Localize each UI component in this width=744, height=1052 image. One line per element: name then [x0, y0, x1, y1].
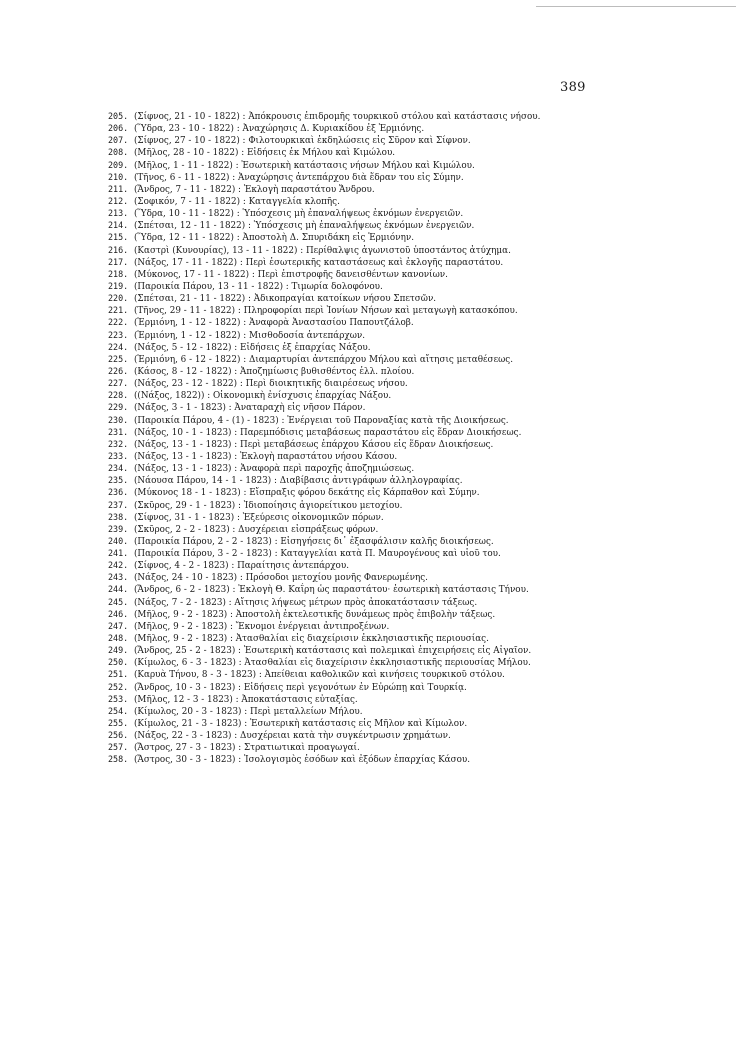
entry-number: 231.	[108, 426, 129, 437]
entry-text: (Μύκονος 18 - 1 - 1823) : Εἴσπραξις φόρου δεκάτης εἰς Κάρπαθον καὶ Σύμην.	[134, 488, 480, 499]
list-item	[108, 523, 598, 535]
entry-text: (Ἄστρος, 30 - 3 - 1823) : Ἰσολογισμὸς ἐσόδων καὶ ἐξόδων ἐπαρχίας Κάσου.	[134, 755, 471, 766]
list-item	[108, 681, 598, 693]
entry-text: (Κίμωλος, 21 - 3 - 1823) : Ἐσωτερικὴ κατάστασις εἰς Μῆλον καὶ Κίμωλον.	[134, 719, 468, 730]
entry-text: (Ἄνδρος, 10 - 3 - 1823) : Εἰδήσεις περὶ γεγονότων ἐν Εὐρώπῃ καὶ Τουρκίᾳ.	[134, 682, 467, 693]
entry-number: 233.	[108, 450, 129, 461]
list-item	[108, 146, 598, 158]
entry-number: 257.	[108, 742, 129, 753]
document-entry-list	[108, 110, 598, 766]
list-item	[108, 547, 598, 559]
entry-text: ((Νάξος, 1822)) : Οἰκονομικὴ ἐνίσχυσις ἐπαρχίας Νάξου.	[134, 391, 392, 402]
entry-number: 241.	[108, 548, 129, 559]
entry-number: 222.	[108, 317, 129, 328]
entry-text: (Νάξος, 17 - 11 - 1822) : Περὶ ἐσωτερικῆς καταστάσεως καὶ ἐκλογῆς παραστάτου.	[134, 257, 504, 268]
list-item	[108, 110, 598, 122]
top-rule	[536, 6, 736, 7]
entry-text: (Νάξος, 3 - 1 - 1823) : Ἀναταραχὴ εἰς νῆσον Πάρον.	[134, 403, 366, 414]
entry-number: 234.	[108, 463, 129, 474]
entry-number: 245.	[108, 596, 129, 607]
list-item	[108, 377, 598, 389]
entry-text: (Σίφνος, 31 - 1 - 1823) : Ἐξεύρεσις οἰκονομικῶν πόρων.	[134, 512, 384, 523]
entry-number: 256.	[108, 730, 129, 741]
entry-text: (Κάσος, 8 - 12 - 1822) : Ἀποζημίωσις βυθισθέντος ἑλλ. πλοίου.	[134, 366, 415, 377]
list-item	[108, 644, 598, 656]
list-item	[108, 438, 598, 450]
entry-number: 205.	[108, 111, 129, 121]
entry-number: 246.	[108, 608, 129, 619]
entry-number: 211.	[108, 183, 129, 194]
entry-number: 255.	[108, 718, 129, 729]
entry-number: 208.	[108, 147, 129, 158]
list-item	[108, 256, 598, 268]
entry-number: 216.	[108, 244, 129, 255]
entry-text: (Σίφνος, 21 - 10 - 1822) : Ἀπόκρουσις ἐπιδρομῆς τουρκικοῦ στόλου καὶ κατάστασις νήσου.	[134, 112, 541, 122]
entry-number: 224.	[108, 341, 129, 352]
list-item	[108, 450, 598, 462]
entry-number: 248.	[108, 633, 129, 644]
list-item	[108, 159, 598, 171]
list-item	[108, 462, 598, 474]
list-item	[108, 608, 598, 620]
entry-number: 207.	[108, 135, 129, 146]
entry-number: 238.	[108, 511, 129, 522]
entry-text: (Νάξος, 7 - 2 - 1823) : Αἴτησις λήψεως μέτρων πρὸς ἀποκατάστασιν τάξεως.	[134, 597, 478, 608]
list-item	[108, 292, 598, 304]
list-item	[108, 401, 598, 413]
entry-text: (Νάξος, 24 - 10 - 1823) : Πρόσοδοι μετοχίου μονῆς Φανερωμένης.	[134, 573, 428, 584]
entry-number: 209.	[108, 159, 129, 170]
list-item	[108, 353, 598, 365]
list-item	[108, 122, 598, 134]
entry-number: 243.	[108, 572, 129, 583]
entry-text: (Σίφνος, 4 - 2 - 1823) : Παραίτησις ἀντεπάρχου.	[134, 561, 349, 572]
list-item	[108, 571, 598, 583]
entry-text: (Τῆνος, 6 - 11 - 1822) : Ἀναχώρησις ἀντεπάρχου διὰ ἕδραν του εἰς Σύμην.	[134, 172, 464, 183]
list-item	[108, 316, 598, 328]
entry-number: 236.	[108, 487, 129, 498]
list-item	[108, 474, 598, 486]
list-item	[108, 729, 598, 741]
entry-text: (Παροικία Πάρου, 4 - (1) - 1823) : Ἐνέργειαι τοῦ Παροναξίας κατὰ τῆς Διοικήσεως.	[134, 415, 509, 426]
list-item	[108, 620, 598, 632]
list-item	[108, 207, 598, 219]
entry-text: (Σπέτσαι, 12 - 11 - 1822) : Ὑπόσχεσις μὴ ἐπαναλήψεως ἐκνόμων ἐνεργειῶν.	[134, 221, 475, 232]
entry-text: (Μύκονος, 17 - 11 - 1822) : Περὶ ἐπιστροφῆς δανεισθέντων κανονίων.	[134, 269, 448, 280]
entry-text: (Τῆνος, 29 - 11 - 1822) : Πληροφορίαι περὶ Ἰονίων Νήσων καὶ μεταγωγὴ κατασκόπου.	[134, 306, 518, 317]
entry-number: 249.	[108, 645, 129, 656]
entry-text: (Νάξος, 22 - 3 - 1823) : Δυσχέρειαι κατὰ τὴν συγκέντρωσιν χρημάτων.	[134, 731, 451, 742]
list-item	[108, 341, 598, 353]
entry-text: (Ἄνδρος, 25 - 2 - 1823) : Ἐσωτερικὴ κατάστασις καὶ πολεμικαὶ ἐπιχειρήσεις εἰς Αἰγαῖον.	[134, 646, 532, 657]
list-item	[108, 583, 598, 595]
list-item	[108, 668, 598, 680]
entry-number: 214.	[108, 220, 129, 231]
list-item	[108, 693, 598, 705]
list-item	[108, 486, 598, 498]
entry-number: 225.	[108, 353, 129, 364]
entry-text: (Μῆλος, 9 - 2 - 1823) : Ἀποστολὴ ἐκτελεστικῆς δυνάμεως πρὸς ἐπιβολὴν τάξεως.	[134, 609, 496, 620]
entry-number: 235.	[108, 475, 129, 486]
list-item	[108, 753, 598, 765]
entry-text: (Νάξος, 23 - 12 - 1822) : Περὶ διοικητικῆς διαιρέσεως νήσου.	[134, 379, 408, 390]
entry-number: 229.	[108, 402, 129, 413]
entry-number: 217.	[108, 256, 129, 267]
entry-number: 215.	[108, 232, 129, 243]
entry-number: 227.	[108, 378, 129, 389]
entry-number: 213.	[108, 208, 129, 219]
entry-text: (Ὕδρα, 10 - 11 - 1822) : Ὑπόσχεσις μὴ ἐπαναλήψεως ἐκνόμων ἐνεργειῶν.	[134, 209, 464, 220]
entry-text: (Καστρὶ (Κυνουρίας), 13 - 11 - 1822) : Περίθαλψις ἀγωνιστοῦ ὑποστάντος ἀτύχημα.	[134, 245, 511, 256]
entry-text: (Νάξος, 5 - 12 - 1822) : Εἰδήσεις ἐξ ἐπαρχίας Νάξου.	[134, 342, 371, 353]
entry-number: 240.	[108, 535, 129, 546]
list-item	[108, 511, 598, 523]
list-item	[108, 414, 598, 426]
list-item	[108, 705, 598, 717]
list-item	[108, 134, 598, 146]
entry-text: (Μῆλος, 12 - 3 - 1823) : Ἀποκατάστασις εὐταξίας.	[134, 694, 358, 705]
entry-number: 244.	[108, 584, 129, 595]
list-item	[108, 195, 598, 207]
entry-text: (Κίμωλος, 6 - 3 - 1823) : Ἀτασθαλίαι εἰς διαχείρισιν ἐκκλησιαστικῆς περιουσίας Μήλου.	[134, 658, 531, 669]
entry-number: 228.	[108, 390, 129, 401]
entry-number: 221.	[108, 305, 129, 316]
entry-number: 223.	[108, 329, 129, 340]
list-item	[108, 717, 598, 729]
page-number: 389	[560, 80, 586, 95]
list-item	[108, 171, 598, 183]
entry-number: 210.	[108, 171, 129, 182]
entry-text: (Μῆλος, 28 - 10 - 1822) : Εἰδήσεις ἐκ Μήλου καὶ Κιμώλου.	[134, 148, 396, 159]
list-item	[108, 596, 598, 608]
entry-number: 206.	[108, 123, 129, 134]
list-item	[108, 656, 598, 668]
entry-number: 226.	[108, 365, 129, 376]
entry-text: (Νάξος, 13 - 1 - 1823) : Περὶ μεταβάσεως ἐπάρχου Κάσου εἰς ἕδραν Διοικήσεως.	[134, 439, 494, 450]
entry-text: (Παροικία Πάρου, 3 - 2 - 1823) : Καταγγελίαι κατὰ Π. Μαυρογένους καὶ υἱοῦ του.	[134, 549, 501, 560]
entry-text: (Ἄνδρος, 6 - 2 - 1823) : Ἐκλογὴ Θ. Καΐρη ὡς παραστάτου· ἐσωτερικὴ κατάστασις Τήνου.	[134, 585, 529, 596]
entry-text: (Νάξος, 10 - 1 - 1823) : Παρεμπόδισις μεταβάσεως παραστάτου εἰς ἕδραν Διοικήσεως.	[134, 427, 522, 438]
list-item	[108, 499, 598, 511]
entry-text: (Ἄνδρος, 7 - 11 - 1822) : Ἐκλογὴ παραστάτου Ἄνδρου.	[134, 184, 375, 195]
entry-text: (Μῆλος, 1 - 11 - 1822) : Ἐσωτερικὴ κατάστασις νήσων Μήλου καὶ Κιμώλου.	[134, 160, 475, 171]
entry-text: (Σκῦρος, 2 - 2 - 1823) : Δυσχέρειαι εἰσπράξεως φόρων.	[134, 524, 379, 535]
entry-number: 218.	[108, 268, 129, 279]
list-item	[108, 244, 598, 256]
entry-number: 242.	[108, 560, 129, 571]
entry-number: 254.	[108, 705, 129, 716]
entry-text: (Σίφνος, 27 - 10 - 1822) : Φιλοτουρκικαὶ ἐκδηλώσεις εἰς Σῦρον καὶ Σίφνον.	[134, 136, 471, 147]
list-item	[108, 231, 598, 243]
entry-text: (Σπέτσαι, 21 - 11 - 1822) : Ἀδικοπραγίαι κατοίκων νήσου Σπετσῶν.	[134, 294, 437, 305]
entry-text: (Νάξος, 13 - 1 - 1823) : Ἀναφορὰ περὶ παροχῆς ἀποζημιώσεως.	[134, 464, 415, 475]
entry-text: (Μῆλος, 9 - 2 - 1823) : Ἔκνομοι ἐνέργειαι ἀντιπροξένων.	[134, 621, 390, 632]
entry-number: 250.	[108, 657, 129, 668]
entry-text: (Νάξος, 13 - 1 - 1823) : Ἐκλογὴ παραστάτου νήσου Κάσου.	[134, 451, 398, 462]
entry-number: 253.	[108, 693, 129, 704]
list-item	[108, 183, 598, 195]
entry-number: 247.	[108, 620, 129, 631]
list-item	[108, 329, 598, 341]
entry-number: 230.	[108, 414, 129, 425]
list-item	[108, 268, 598, 280]
entry-text: (Ἑρμιόνη, 1 - 12 - 1822) : Μισθοδοσία ἀντεπάρχων.	[134, 330, 366, 341]
entry-text: (Ὕδρα, 23 - 10 - 1822) : Ἀναχώρησις Δ. Κυριακίδου ἐξ Ἑρμιόνης.	[134, 124, 425, 135]
entry-text: (Μῆλος, 9 - 2 - 1823) : Ἀτασθαλίαι εἰς διαχείρισιν ἐκκλησιαστικῆς περιουσίας.	[134, 634, 489, 645]
list-item	[108, 389, 598, 401]
entry-text: (Σοφικόν, 7 - 11 - 1822) : Καταγγελία κλοπῆς.	[134, 196, 340, 207]
entry-number: 252.	[108, 681, 129, 692]
entry-text: (Παροικία Πάρου, 2 - 2 - 1823) : Εἰσηγήσεις δι᾽ ἐξασφάλισιν καλῆς διοικήσεως.	[134, 536, 494, 547]
entry-text: (Κίμωλος, 20 - 3 - 1823) : Περὶ μεταλλείων Μήλου.	[134, 706, 363, 717]
list-item	[108, 219, 598, 231]
list-item	[108, 304, 598, 316]
entry-number: 232.	[108, 438, 129, 449]
list-item	[108, 559, 598, 571]
entry-number: 220.	[108, 293, 129, 304]
list-item	[108, 280, 598, 292]
entry-number: 219.	[108, 280, 129, 291]
entry-text: (Ἑρμιόνη, 6 - 12 - 1822) : Διαμαρτυρίαι ἀντεπάρχου Μήλου καὶ αἴτησις μεταθέσεως.	[134, 354, 514, 365]
entry-text: (Νάουσα Πάρου, 14 - 1 - 1823) : Διαβίβασις ἀντιγράφων ἀλληλογραφίας.	[134, 476, 463, 487]
list-item	[108, 535, 598, 547]
entry-text: (Παροικία Πάρου, 13 - 11 - 1822) : Τιμωρία δολοφόνου.	[134, 281, 383, 292]
entry-number: 251.	[108, 669, 129, 680]
entry-text: (Σκῦρος, 29 - 1 - 1823) : Ἰδιοποίησις ἁγιορείτικου μετοχίου.	[134, 500, 403, 511]
entry-number: 212.	[108, 195, 129, 206]
list-item	[108, 365, 598, 377]
entry-text: (Ἑρμιόνη, 1 - 12 - 1822) : Ἀναφορὰ Ἀναστασίου Παπουτζάλοβ.	[134, 318, 414, 329]
entry-text: (Ἄστρος, 27 - 3 - 1823) : Στρατιωτικαὶ προαγωγαί.	[134, 743, 360, 754]
list-item	[108, 632, 598, 644]
entry-number: 237.	[108, 499, 129, 510]
entry-text: (Καρυὰ Τήνου, 8 - 3 - 1823) : Ἀπείθειαι καθολικῶν καὶ κινήσεις τουρκικοῦ στόλου.	[134, 670, 505, 681]
entry-number: 258.	[108, 754, 129, 765]
entry-number: 239.	[108, 523, 129, 534]
list-item	[108, 741, 598, 753]
entry-text: (Ὕδρα, 12 - 11 - 1822) : Ἀποστολὴ Δ. Σπυριδάκη εἰς Ἑρμιόνην.	[134, 233, 414, 244]
list-item	[108, 426, 598, 438]
